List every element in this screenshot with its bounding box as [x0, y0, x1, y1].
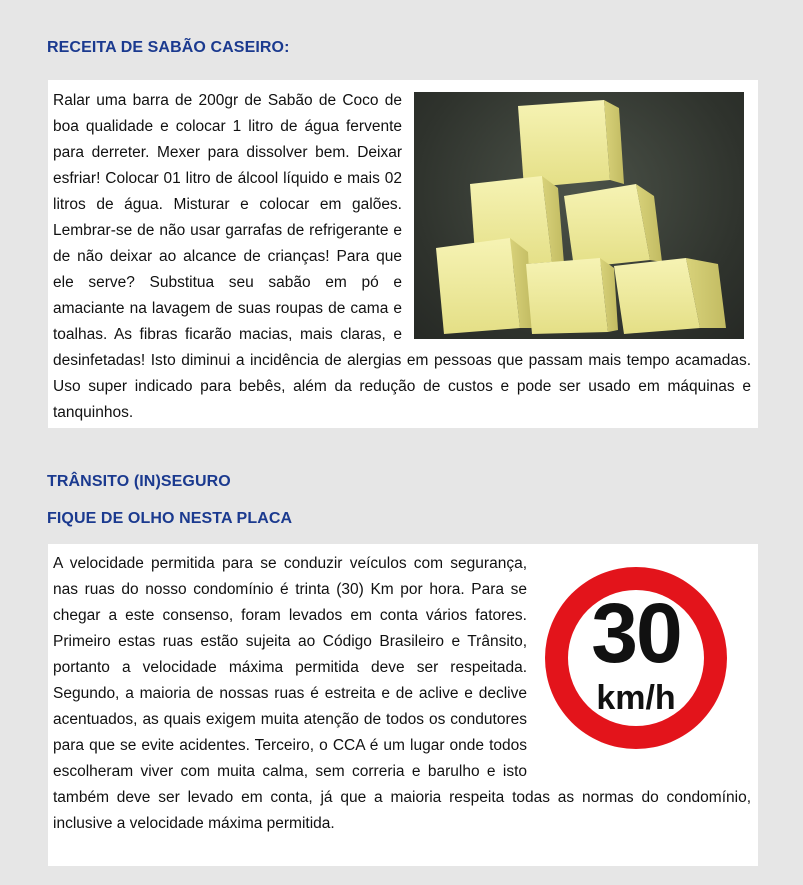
traffic-box [48, 544, 758, 866]
soap-bars-image [414, 92, 744, 339]
speed-limit-unit: km/h [596, 679, 676, 717]
traffic-body-text: A velocidade permitida para se conduzir veículos com segurança, nas ruas do nosso condomínio é trinta (30) Km por hora. Para se chegar a este consenso, foram levados em conta vários fatores. Primeiro estas ruas estão sujeita ao Código Brasileiro e Trânsito, portanto a velocidade máxima permitida deve ser respeitada. Segundo, a maioria de nossas ruas é estreita e de aclive e declive acentuados, as quais exigem muita atenção de todos os condutores para que se evite acidentes. Terceiro, o CCA é um lugar onde todos escolheram viver com muita calma, sem correria e barulho e isto também deve ser levado em conta, já que a maioria respeita todas as normas do condomínio, inclusive a velocidade máxima permitida. [53, 555, 751, 832]
soap-bar-bottom-right [614, 258, 726, 334]
traffic-text-block [53, 551, 751, 837]
recipe-text-block [53, 88, 751, 426]
soap-bar-bottom-middle [526, 258, 618, 334]
recipe-heading: RECEITA DE SABÃO CASEIRO: [47, 39, 290, 56]
soap-bar-middle-right [564, 184, 662, 268]
soap-bar-bottom-left [436, 238, 532, 334]
speed-limit-sign [541, 557, 731, 757]
speed-limit-number: 30 [591, 586, 681, 680]
soap-bar-top [518, 100, 624, 188]
soap-bars-illustration [414, 92, 744, 339]
traffic-heading: TRÂNSITO (IN)SEGURO [47, 473, 231, 490]
recipe-box [48, 80, 758, 428]
recipe-body-text: Ralar uma barra de 200gr de Sabão de Coco de boa qualidade e colocar 1 litro de água fervente para derreter. Mexer para dissolver bem. Deixar esfriar! Colocar 01 litro de álcool líquido e mais 02 litros de água. Misturar e colocar em galões. Lembrar-se de não usar garrafas de refrigerante e de não deixar ao alcance de crianças! Para que ele serve? Substitua seu sabão em pó e amaciante na lavagem de suas roupas de cama e toalhas. As fibras ficarão macias, mais claras, e desinfetadas! Isto diminui a incidência de alergias em pessoas que passam mais tempo acamadas. Uso super indicado para bebês, além da redução de custos e pode ser usado em máquinas e tanquinhos. [53, 92, 751, 421]
traffic-subheading: FIQUE DE OLHO NESTA PLACA [47, 510, 293, 527]
